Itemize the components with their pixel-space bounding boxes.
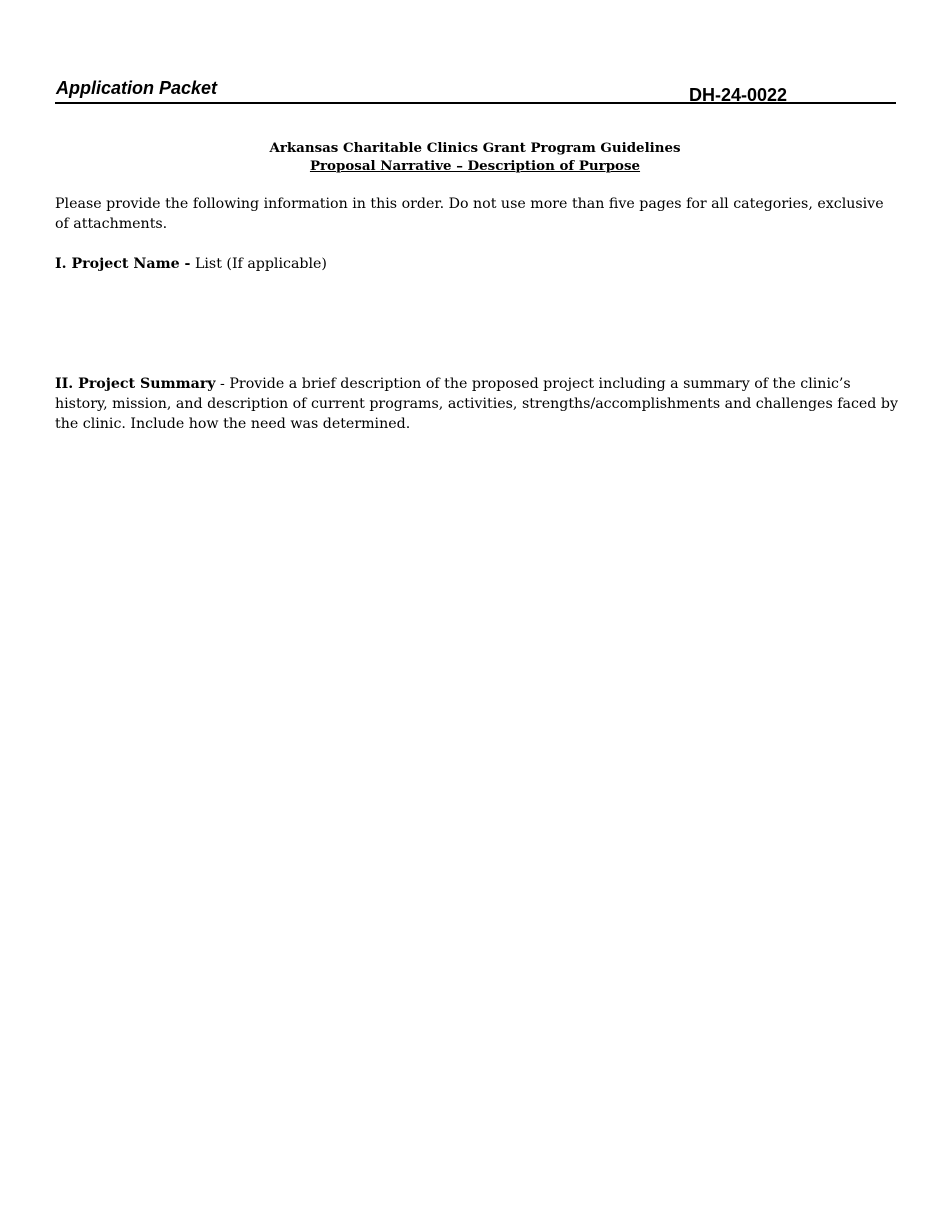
section-text: List (If applicable) bbox=[190, 256, 327, 272]
document-number: DH-24-0022 bbox=[689, 85, 788, 105]
section-text: - Provide a brief description of the proposed project including a summary of the clinic’s history, mission, and description of current programs, activities, strengths/accomplishments and challenges faced by the clinic. Include how the need was determined. bbox=[55, 376, 898, 432]
section-heading: II. Project Summary bbox=[55, 376, 216, 392]
header-label: Application Packet bbox=[56, 78, 218, 98]
document-title-block bbox=[0, 139, 950, 175]
document-subtitle: Proposal Narrative – Description of Purpose bbox=[309, 158, 641, 174]
section-project-name bbox=[55, 254, 900, 274]
section-project-summary bbox=[55, 374, 900, 434]
section-heading: I. Project Name - bbox=[55, 256, 191, 272]
page-header bbox=[55, 76, 896, 104]
document-title: Arkansas Charitable Clinics Grant Program Guidelines bbox=[269, 140, 681, 156]
intro-paragraph: Please provide the following information in this order. Do not use more than five pages for all categories, exclusive of attachments. bbox=[55, 196, 884, 232]
